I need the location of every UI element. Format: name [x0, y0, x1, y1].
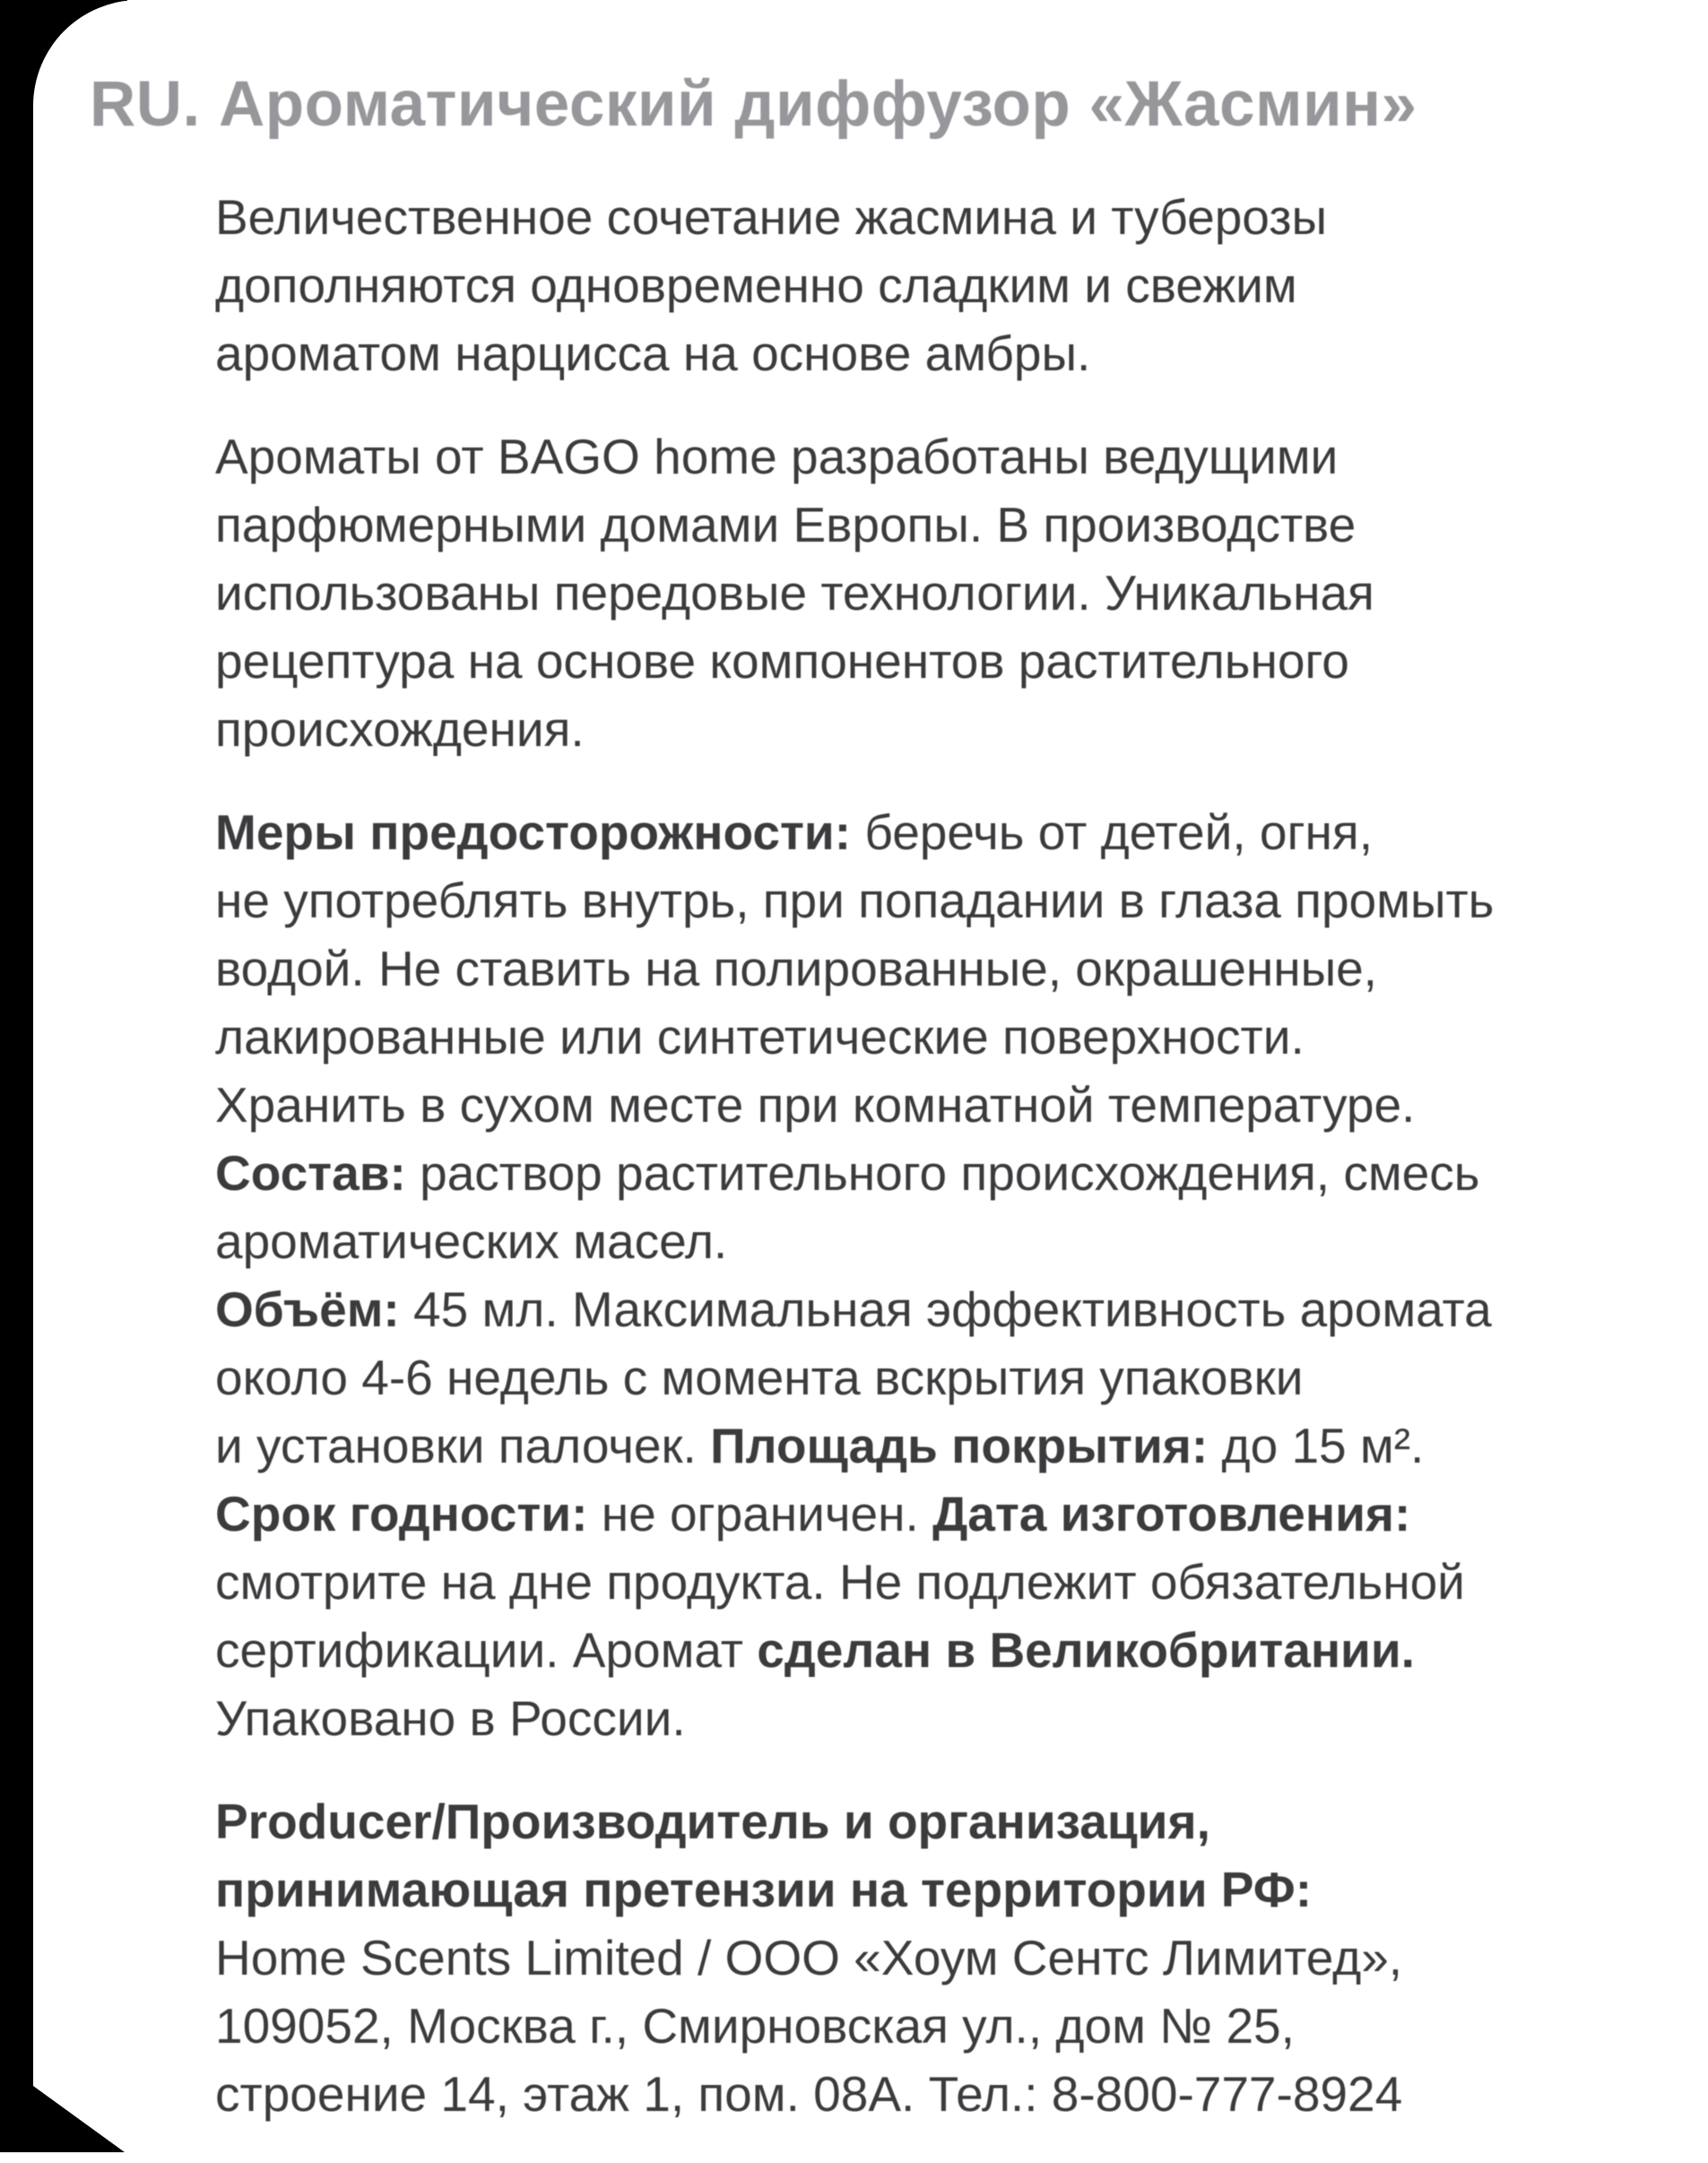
text-segment: смотрите на дне продукта. Не подлежит обязательной — [215, 1553, 1465, 1610]
text-line — [215, 1343, 1708, 1412]
text-segment: лакированные или синтетические поверхности. — [215, 1008, 1305, 1064]
bold-text-segment: Producer/Производитель и организация, — [215, 1793, 1210, 1849]
text-segment: не ограничен. — [587, 1485, 933, 1542]
text-line — [215, 1003, 1708, 1071]
text-segment: парфюмерными домами Европы. В производстве — [215, 496, 1357, 552]
text-line — [215, 251, 1708, 319]
text-segment: беречь от детей, огня, — [851, 804, 1373, 860]
text-line — [215, 1924, 1708, 1992]
text-segment: раствор растительного происхождения, смесь — [405, 1144, 1480, 1201]
bold-text-segment: принимающая претензии на территории РФ: — [215, 1861, 1313, 1917]
page-title: RU. Ароматический диффузор «Жасмин» — [90, 69, 1418, 140]
text-segment: и установки палочек. — [215, 1417, 711, 1473]
text-line — [215, 866, 1708, 934]
text-line — [215, 1139, 1708, 1207]
text-line — [215, 422, 1708, 491]
text-line — [215, 1548, 1708, 1616]
text-line — [215, 1071, 1708, 1139]
text-line — [215, 1616, 1708, 1684]
label-text — [0, 183, 1708, 2128]
text-line — [215, 695, 1708, 763]
text-segment: рецептура на основе компонентов растительного — [215, 632, 1349, 689]
text-segment: до 15 м². — [1208, 1417, 1425, 1473]
brand-description — [215, 422, 1708, 763]
fragrance-description — [215, 183, 1708, 387]
text-segment: происхождения. — [215, 700, 585, 757]
bold-text-segment: Срок годности: — [215, 1485, 588, 1542]
text-segment: Хранить в сухом месте при комнатной температуре. — [215, 1076, 1416, 1133]
text-segment: не употреблять внутрь, при попадании в глаза промыть — [215, 872, 1495, 928]
text-segment: использованы передовые технологии. Уникальная — [215, 564, 1374, 621]
text-line — [215, 491, 1708, 559]
text-line — [215, 1992, 1708, 2060]
text-segment: водой. Не ставить на полированные, окрашенные, — [215, 940, 1377, 996]
text-line — [215, 798, 1708, 866]
text-segment: Величественное сочетание жасмина и туберозы — [215, 188, 1327, 245]
text-segment: Home Scents Limited / ООО «Хоум Сентс Лимитед», — [215, 1929, 1403, 1985]
text-segment: около 4-6 недель с момента вскрытия упаковки — [215, 1349, 1304, 1405]
bold-text-segment: Объём: — [215, 1281, 400, 1337]
text-line — [215, 1684, 1708, 1752]
text-line — [215, 1207, 1708, 1275]
text-segment: строение 14, этаж 1, пом. 08А. Тел.: 8-800-777-8924 — [215, 2065, 1403, 2122]
text-line — [215, 183, 1708, 251]
text-line — [215, 1855, 1708, 1924]
text-segment: 109052, Москва г., Смирновская ул., дом № 25, — [215, 1997, 1295, 2054]
text-line — [215, 559, 1708, 627]
text-segment: сертификации. Аромат — [215, 1621, 758, 1678]
bold-text-segment: Дата изготовления: — [932, 1485, 1411, 1542]
text-segment: 45 мл. Максимальная эффективность аромата — [399, 1281, 1492, 1337]
text-segment: дополняются одновременно сладким и свежим — [215, 256, 1297, 313]
text-segment: ароматом нарцисса на основе амбры. — [215, 325, 1091, 381]
text-line — [215, 2060, 1708, 2128]
bold-text-segment: Площадь покрытия: — [710, 1417, 1209, 1473]
producer-info — [215, 1787, 1708, 2128]
text-line — [215, 934, 1708, 1003]
text-line — [215, 1275, 1708, 1343]
precautions-and-details — [215, 798, 1708, 1752]
text-segment: Упаковано в России. — [215, 1690, 686, 1746]
bold-text-segment: Меры предосторожности: — [215, 804, 852, 860]
bold-text-segment: сделан в Великобритании. — [757, 1621, 1415, 1678]
text-line — [215, 1412, 1708, 1480]
text-line — [215, 1787, 1708, 1855]
text-line — [215, 627, 1708, 695]
text-segment: ароматических масел. — [215, 1212, 728, 1269]
text-line — [215, 319, 1708, 387]
bold-text-segment: Состав: — [215, 1144, 406, 1201]
text-line — [215, 1480, 1708, 1548]
text-segment: Ароматы от BAGO home разработаны ведущими — [215, 428, 1339, 484]
